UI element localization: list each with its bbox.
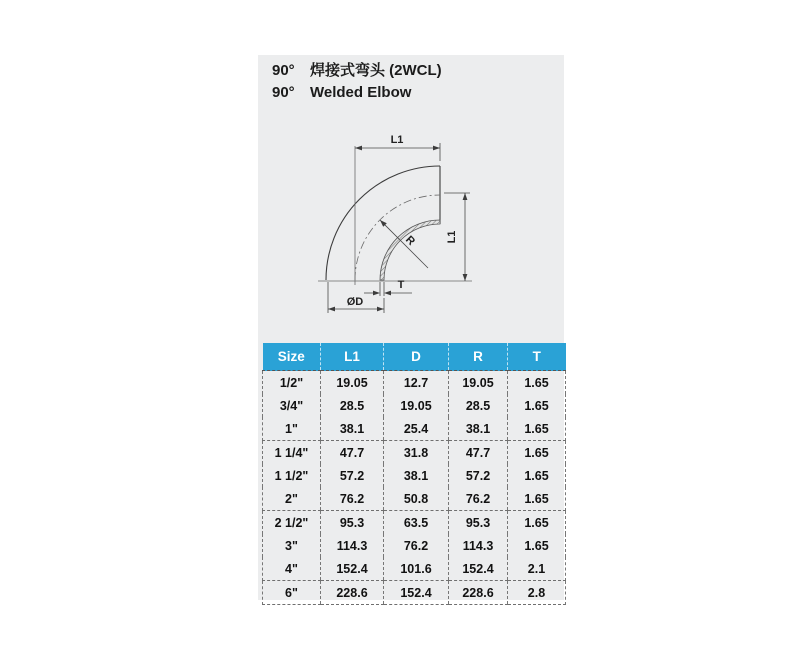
column-header-d: D [384, 343, 449, 371]
table-cell: 1.65 [508, 511, 566, 535]
elbow-diagram [312, 130, 478, 320]
table-cell: 1.65 [508, 394, 566, 417]
dimension-table [262, 343, 566, 605]
column-header-l1: L1 [321, 343, 384, 371]
dimension-l1-top [355, 134, 440, 161]
table-cell: 31.8 [384, 441, 449, 465]
table-cell: 101.6 [384, 557, 449, 581]
table-cell: 6" [263, 581, 321, 605]
table-cell: 1 1/2" [263, 464, 321, 487]
page-title [272, 60, 442, 104]
table-cell: 38.1 [321, 417, 384, 441]
table-cell: 152.4 [449, 557, 508, 581]
table-cell: 3/4" [263, 394, 321, 417]
label-radius: R [403, 233, 418, 248]
table-cell: 76.2 [321, 487, 384, 511]
table-cell: 1.65 [508, 417, 566, 441]
table-cell: 114.3 [321, 534, 384, 557]
table-row [263, 464, 566, 487]
table-row [263, 394, 566, 417]
table-cell: 1.65 [508, 487, 566, 511]
table-cell: 95.3 [449, 511, 508, 535]
table-cell: 1/2" [263, 371, 321, 395]
table-cell: 2.1 [508, 557, 566, 581]
table-cell: 228.6 [449, 581, 508, 605]
dimension-thickness [364, 279, 412, 296]
title-line-cn [272, 60, 442, 82]
table-cell: 1 1/4" [263, 441, 321, 465]
table-cell: 2" [263, 487, 321, 511]
table-cell: 57.2 [449, 464, 508, 487]
table-cell: 2 1/2" [263, 511, 321, 535]
title-text-en: Welded Elbow [310, 84, 412, 101]
table-row [263, 557, 566, 581]
table-cell: 1.65 [508, 464, 566, 487]
table-cell: 4" [263, 557, 321, 581]
table-cell: 57.2 [321, 464, 384, 487]
dimension-diameter [328, 282, 384, 313]
table-cell: 19.05 [384, 394, 449, 417]
label-diameter: ØD [346, 296, 364, 308]
table-cell: 38.1 [384, 464, 449, 487]
table-cell: 25.4 [384, 417, 449, 441]
table-cell: 63.5 [384, 511, 449, 535]
table-cell: 2.8 [508, 581, 566, 605]
table-row [263, 581, 566, 605]
table-cell: 152.4 [384, 581, 449, 605]
table-cell: 76.2 [449, 487, 508, 511]
table-cell: 38.1 [449, 417, 508, 441]
dimension-l1-right [444, 193, 470, 281]
label-thickness: T [397, 279, 405, 291]
table-cell: 28.5 [449, 394, 508, 417]
table-cell: 19.05 [321, 371, 384, 395]
table-cell: 28.5 [321, 394, 384, 417]
table-cell: 1" [263, 417, 321, 441]
title-degree-cn: 90° [272, 62, 295, 79]
table-cell: 114.3 [449, 534, 508, 557]
table-cell: 76.2 [384, 534, 449, 557]
title-text-cn: 焊接式弯头 (2WCL) [310, 62, 442, 79]
table-cell: 95.3 [321, 511, 384, 535]
table-row [263, 534, 566, 557]
table-row [263, 511, 566, 535]
table-cell: 1.65 [508, 534, 566, 557]
label-l1-top: L1 [390, 134, 404, 146]
table-cell: 3" [263, 534, 321, 557]
title-degree-en: 90° [272, 84, 295, 101]
table-row [263, 487, 566, 511]
title-line-en [272, 82, 442, 104]
table-cell: 47.7 [321, 441, 384, 465]
table-cell: 50.8 [384, 487, 449, 511]
table-cell: 1.65 [508, 441, 566, 465]
table-cell: 12.7 [384, 371, 449, 395]
table-cell: 1.65 [508, 371, 566, 395]
label-l1-right: L1 [446, 230, 458, 244]
table-row [263, 441, 566, 465]
table-cell: 228.6 [321, 581, 384, 605]
table-row [263, 371, 566, 395]
table-header-row [263, 343, 566, 371]
table-row [263, 417, 566, 441]
table-cell: 152.4 [321, 557, 384, 581]
table-cell: 47.7 [449, 441, 508, 465]
table-cell: 19.05 [449, 371, 508, 395]
column-header-r: R [449, 343, 508, 371]
column-header-t: T [508, 343, 566, 371]
column-header-size: Size [263, 343, 321, 371]
